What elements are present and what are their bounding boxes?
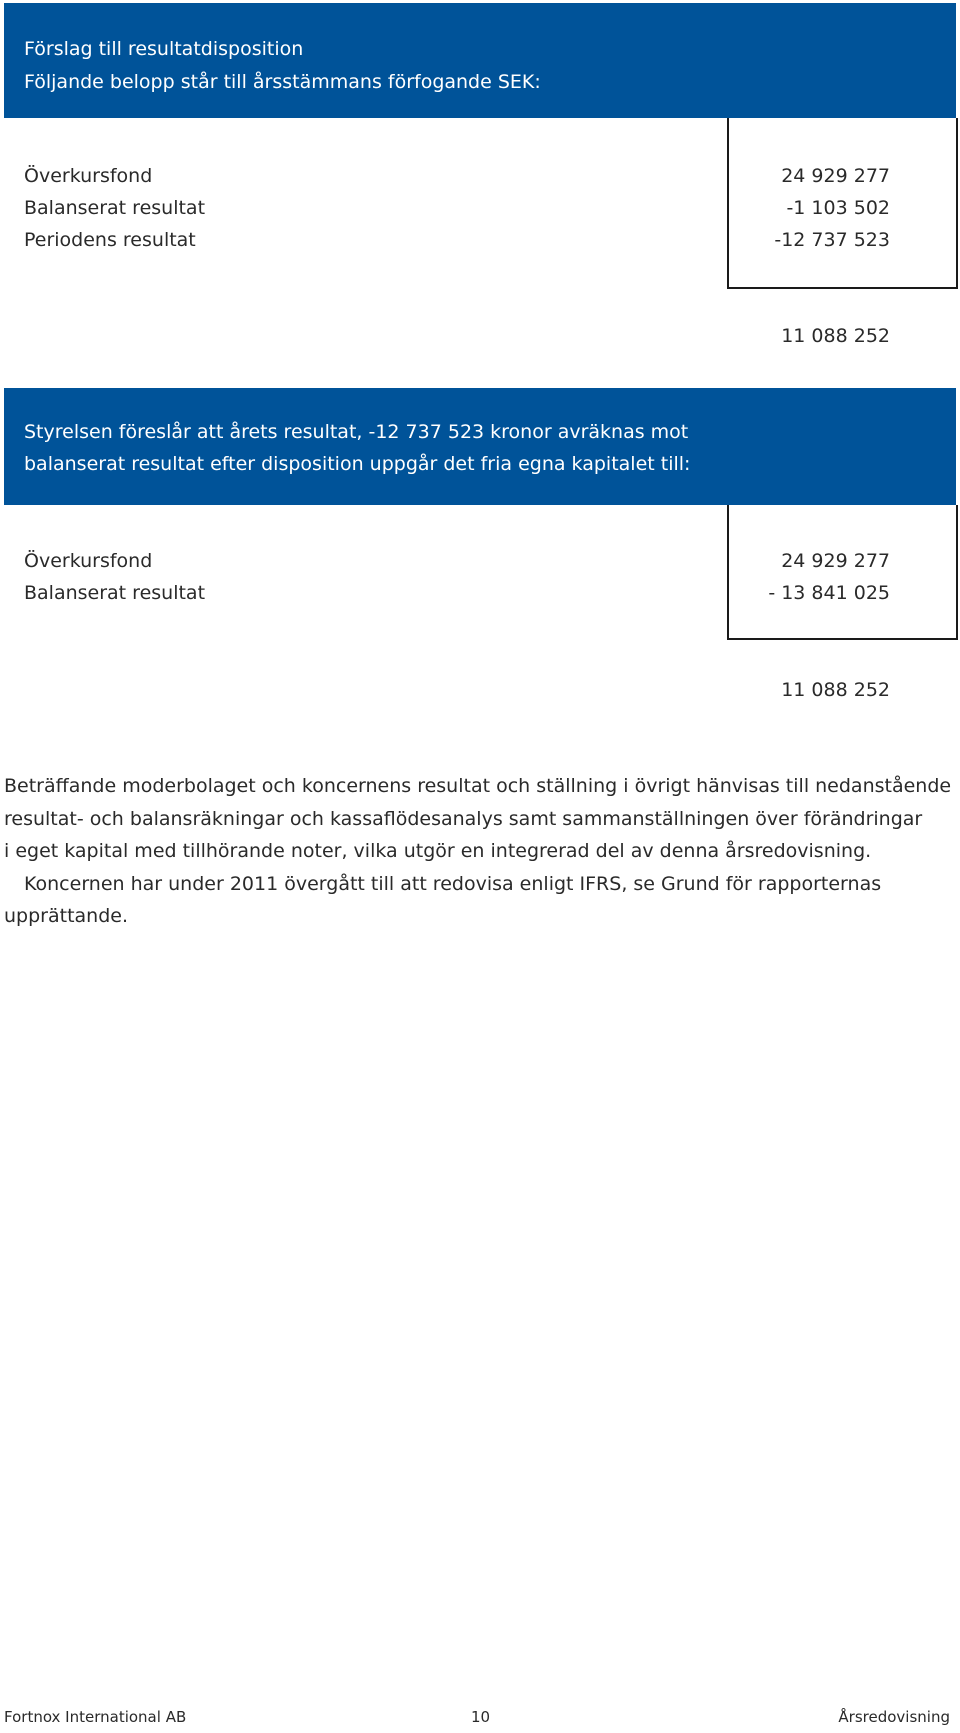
fund-row-label: Överkursfond: [24, 550, 153, 572]
fund-row: [24, 160, 890, 192]
fund-row: [24, 577, 890, 609]
header-band: [4, 3, 956, 118]
section-title: Förslag till resultatdisposition: [24, 38, 304, 60]
fund-row: [24, 545, 890, 577]
body-line: resultat- och balansräkningar och kassaflödesanalys samt sammanställningen över förändringar: [4, 807, 923, 830]
fund-row-value: -12 737 523: [774, 229, 890, 251]
body-line: upprättande.: [4, 905, 128, 927]
proposal-band: [4, 388, 956, 505]
footer-company: Fortnox International AB: [4, 1708, 187, 1726]
remaining-total: 11 088 252: [781, 679, 890, 701]
fund-row-label: Periodens resultat: [24, 229, 196, 251]
page-number: 10: [471, 1708, 491, 1726]
fund-row: [24, 224, 890, 256]
proposal-text-line: balanserat resultat efter disposition uppgår det fria egna kapitalet till:: [24, 453, 691, 475]
proposal-text-line: Styrelsen föreslår att årets resultat, -12 737 523 kronor avräknas mot: [24, 421, 689, 443]
body-line: Beträffande moderbolaget och koncernens resultat och ställning i övrigt hänvisas till nedanstående: [4, 775, 952, 797]
fund-row-label: Överkursfond: [24, 165, 153, 187]
body-line: Koncernen har under 2011 övergått till att redovisa enligt IFRS, se Grund för rapporternas: [24, 872, 882, 895]
body-line: i eget kapital med tillhörande noter, vilka utgör en integrerad del av denna årsredovisning.: [4, 840, 872, 862]
fund-row-label: Balanserat resultat: [24, 582, 206, 604]
fund-row-value: - 13 841 025: [768, 582, 890, 604]
body-paragraph: [4, 770, 959, 933]
fund-row: [24, 192, 890, 224]
fund-row-value: 24 929 277: [781, 550, 890, 572]
fund-row-value: -1 103 502: [786, 197, 890, 219]
fund-row-value: 24 929 277: [781, 165, 890, 187]
section-subtitle: Följande belopp står till årsstämmans förfogande SEK:: [24, 71, 541, 93]
available-total: 11 088 252: [781, 325, 890, 347]
footer-document-title: Årsredovisning: [838, 1708, 950, 1726]
fund-row-label: Balanserat resultat: [24, 197, 206, 219]
